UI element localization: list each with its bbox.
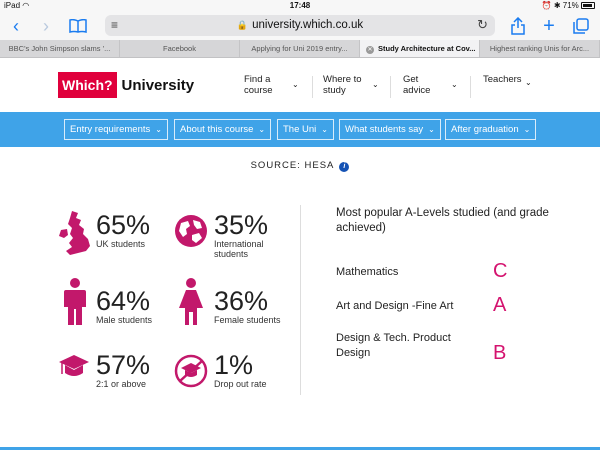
- nav-where-to-study[interactable]: Where to study ⌄: [323, 74, 379, 96]
- browser-tab[interactable]: Highest ranking Unis for Arc...: [480, 40, 600, 57]
- browser-tab[interactable]: Facebook: [120, 40, 240, 57]
- alevel-grade: C: [493, 260, 508, 282]
- chevron-down-icon: ⌄: [372, 80, 379, 89]
- tab-strip: [0, 40, 600, 58]
- double-chevron-down-icon: ⌄: [258, 125, 266, 134]
- close-tab-icon[interactable]: ✕: [367, 47, 373, 53]
- male-figure-icon: [62, 278, 88, 326]
- url-text: university.which.co.uk: [252, 19, 364, 31]
- alarm-icon: ⏰: [541, 1, 552, 10]
- nav-get-advice[interactable]: Get advice ⌄: [403, 74, 458, 96]
- battery-icon: [581, 2, 595, 9]
- forward-icon[interactable]: ›: [43, 16, 49, 36]
- info-icon[interactable]: i: [339, 162, 349, 172]
- graduation-cap-icon: [58, 354, 90, 380]
- share-icon[interactable]: [510, 16, 526, 36]
- section-nav-bar: [0, 112, 600, 147]
- alevel-subject: Art and Design -Fine Art: [336, 300, 454, 312]
- clock: 17:48: [289, 1, 311, 10]
- nav-divider: [390, 76, 391, 98]
- browser-tab-active[interactable]: ✕ Study Architecture at Cov...: [360, 40, 480, 57]
- chevron-down-icon: ⌄: [451, 80, 458, 89]
- section-about-course[interactable]: About this course ⌄: [174, 119, 271, 140]
- nav-find-course[interactable]: Find a course ⌄: [244, 74, 299, 96]
- data-source: SOURCE: HESA i: [0, 160, 600, 172]
- alevel-subject: Design & Tech. Product Design: [336, 332, 451, 359]
- tabs-overview-icon[interactable]: [572, 16, 590, 36]
- dropout-icon: [174, 354, 208, 388]
- site-logo[interactable]: [58, 71, 194, 99]
- double-chevron-down-icon: ⌄: [155, 125, 162, 134]
- female-figure-icon: [177, 278, 205, 326]
- column-divider: [300, 205, 301, 395]
- nav-divider: [312, 76, 313, 98]
- status-bar: [0, 0, 600, 12]
- double-chevron-down-icon: ⌄: [523, 125, 531, 134]
- chevron-down-icon: ⌄: [292, 80, 299, 89]
- globe-icon: [174, 214, 208, 248]
- device-label: iPad ◠: [4, 1, 30, 10]
- section-the-uni[interactable]: The Uni ⌄: [277, 119, 334, 140]
- chevron-down-icon: ⌄: [525, 78, 532, 87]
- double-chevron-down-icon: ⌄: [321, 125, 328, 134]
- reader-view-icon[interactable]: ≡: [111, 18, 119, 32]
- logo-which: Which?: [58, 72, 117, 98]
- alevel-grade: B: [493, 342, 507, 364]
- battery-percent: 71%: [562, 1, 579, 10]
- wifi-icon: ◠: [22, 1, 30, 10]
- double-chevron-down-icon: ⌄: [428, 125, 435, 134]
- back-icon[interactable]: ‹: [13, 16, 19, 36]
- nav-teachers[interactable]: Teachers ⌄: [483, 74, 532, 87]
- status-right: [542, 1, 595, 10]
- stat-male-students: 64% Male students: [96, 286, 153, 325]
- nav-divider: [470, 76, 471, 98]
- alevels-title: Most popular A-Levels studied (and grade achieved): [336, 207, 549, 234]
- section-what-students-say[interactable]: What students say ⌄: [339, 119, 441, 140]
- browser-tab[interactable]: BBC's John Simpson slams '...: [0, 40, 120, 57]
- section-entry-requirements[interactable]: Entry requirements ⌄: [64, 119, 168, 140]
- new-tab-icon[interactable]: +: [543, 15, 555, 37]
- browser-tab[interactable]: Applying for Uni 2019 entry...: [240, 40, 360, 57]
- stat-drop-out-rate: 1% Drop out rate: [214, 350, 267, 389]
- uk-map-icon: [58, 210, 92, 256]
- alevel-grade: A: [493, 294, 507, 316]
- browser-toolbar: [0, 12, 600, 40]
- reload-icon[interactable]: ↻: [477, 17, 488, 32]
- site-header: [0, 58, 600, 112]
- bluetooth-icon: ✱: [553, 1, 561, 10]
- stat-international-students: 35% International students: [214, 210, 269, 259]
- lock-icon: 🔒: [236, 20, 249, 30]
- section-after-graduation[interactable]: After graduation ⌄: [445, 119, 536, 140]
- stat-uk-students: 65% UK students: [96, 210, 151, 249]
- stat-two-one-or-above: 57% 2:1 or above: [96, 350, 151, 389]
- bookmarks-icon[interactable]: [68, 16, 88, 36]
- alevel-subject: Mathematics: [336, 266, 399, 278]
- address-bar[interactable]: [105, 15, 495, 36]
- logo-university: University: [121, 76, 195, 94]
- stat-female-students: 36% Female students: [214, 286, 281, 325]
